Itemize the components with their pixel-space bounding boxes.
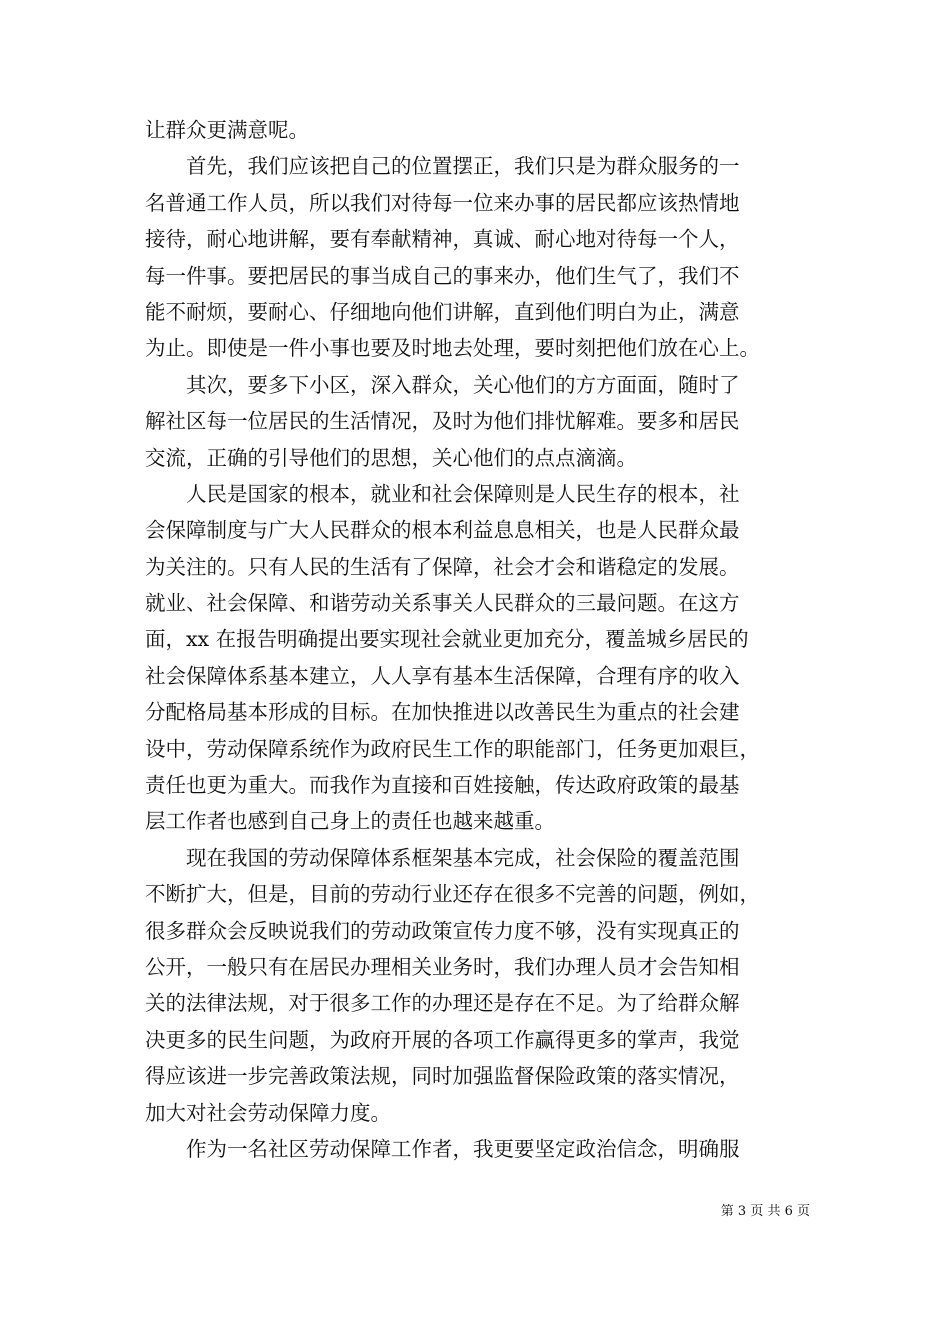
text-line: 得应该进一步完善政策法规，同时加强监督保险政策的落实情况，	[145, 1064, 740, 1089]
text-line: 能不耐烦，要耐心、仔细地向他们讲解，直到他们明白为止，满意	[145, 299, 740, 324]
paragraph-first-line: 作为一名社区劳动保障工作者，我更要坚定政治信念，明确服	[186, 1136, 740, 1161]
paragraph-first-line: 人民是国家的根本，就业和社会保障则是人民生存的根本，社	[186, 481, 740, 506]
text-line: 关的法律法规，对于很多工作的办理还是存在不足。为了给群众解	[145, 991, 740, 1016]
text-line: 设中，劳动保障系统作为政府民生工作的职能部门，任务更加艰巨，	[145, 736, 760, 761]
paragraph-first-line: 首先，我们应该把自己的位置摆正，我们只是为群众服务的一	[186, 154, 740, 179]
text-line: 会保障制度与广大人民群众的根本利益息息相关，也是人民群众最	[145, 518, 740, 543]
text-line: 层工作者也感到自己身上的责任也越来越重。	[145, 809, 555, 834]
text-line: 决更多的民生问题，为政府开展的各项工作赢得更多的掌声，我觉	[145, 1027, 740, 1052]
text-line: 面，xx 在报告明确提出要实现社会就业更加充分，覆盖城乡居民的	[145, 627, 749, 652]
text-line: 名普通工作人员，所以我们对待每一位来办事的居民都应该热情地	[145, 190, 740, 215]
text-line: 分配格局基本形成的目标。在加快推进以改善民生为重点的社会建	[145, 700, 740, 725]
text-line: 交流，正确的引导他们的思想，关心他们的点点滴滴。	[145, 445, 637, 470]
text-line: 社会保障体系基本建立，人人享有基本生活保障，合理有序的收入	[145, 663, 740, 688]
text-line: 加大对社会劳动保障力度。	[145, 1100, 391, 1125]
text-line: 不断扩大，但是，目前的劳动行业还存在很多不完善的问题，例如，	[145, 882, 760, 907]
text-line: 为关注的。只有人民的生活有了保障，社会才会和谐稳定的发展。	[145, 554, 740, 579]
paragraph-first-line: 其次，要多下小区，深入群众，关心他们的方方面面，随时了	[186, 372, 740, 397]
text-line: 很多群众会反映说我们的劳动政策宣传力度不够，没有实现真正的	[145, 918, 740, 943]
text-line: 责任也更为重大。而我作为直接和百姓接触，传达政府政策的最基	[145, 773, 740, 798]
text-line: 解社区每一位居民的生活情况，及时为他们排忧解难。要多和居民	[145, 409, 740, 434]
text-line: 每一件事。要把居民的事当成自己的事来办，他们生气了，我们不	[145, 263, 740, 288]
text-line: 让群众更满意呢。	[145, 118, 309, 142]
page-number-footer: 第 3 页 共 6 页	[720, 1204, 810, 1219]
text-line: 为止。即使是一件小事也要及时地去处理，要时刻把他们放在心上。	[145, 336, 760, 361]
text-line: 就业、社会保障、和谐劳动关系事关人民群众的三最问题。在这方	[145, 591, 740, 616]
paragraph-first-line: 现在我国的劳动保障体系框架基本完成，社会保险的覆盖范围	[186, 845, 740, 870]
text-line: 公开，一般只有在居民办理相关业务时，我们办理人员才会告知相	[145, 954, 740, 979]
text-line: 接待，耐心地讲解，要有奉献精神，真诚、耐心地对待每一个人，	[145, 227, 740, 252]
document-body	[145, 112, 811, 1167]
